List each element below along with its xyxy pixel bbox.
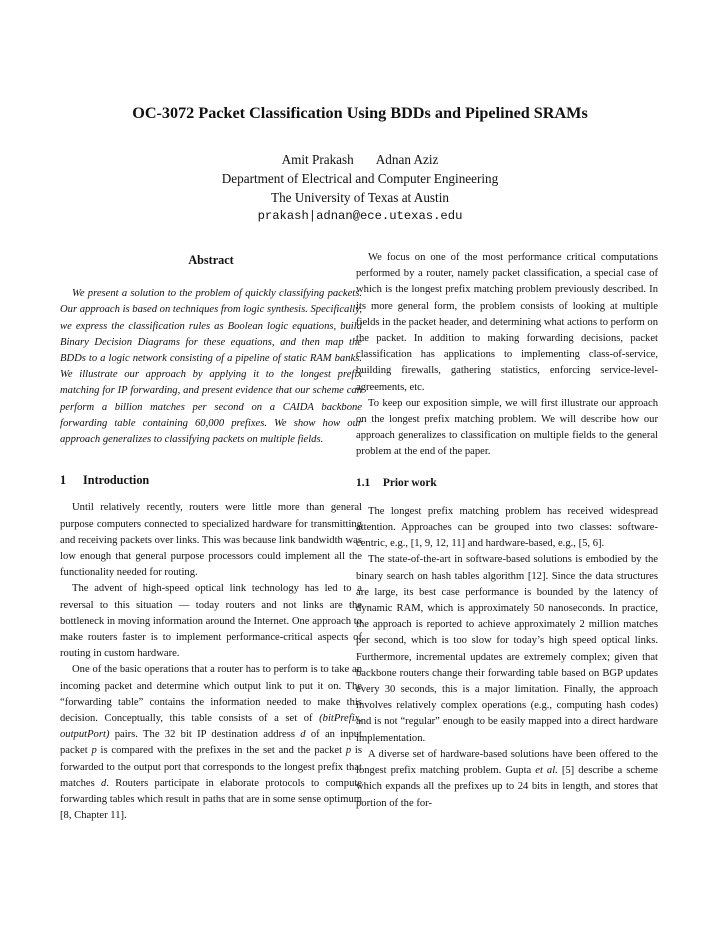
prior-work-paragraph-1: The longest prefix matching problem has received widespread attention. Approaches can be grouped into two classes: software-centric, e.g., [1, 9, 12, 11] and hardware-based, e.g., [5, 6]. xyxy=(356,505,658,550)
prior-work-paragraph-3 xyxy=(356,747,658,812)
text-run: [5] describe a scheme which expands all the prefixes up to 24 bits in length, and stores that portion of the for- xyxy=(356,765,658,809)
text-run: A diverse set of hardware-based solutions have been offered to the longest prefix matching problem. Gupta xyxy=(356,748,658,777)
author-name: Amit Prakash xyxy=(281,152,354,167)
math-variable: p xyxy=(91,745,97,757)
math-variable: d xyxy=(101,777,107,789)
text-run: is forwarded to the output port that corresponds to the longest prefix that matches xyxy=(60,745,363,789)
math-variable: d xyxy=(300,729,306,741)
author-name: Adnan Aziz xyxy=(375,152,439,167)
subsection-title: Prior work xyxy=(382,476,437,489)
section-number: 1 xyxy=(60,473,67,488)
introduction-heading xyxy=(60,472,362,488)
subsection-number: 1.1 xyxy=(356,476,371,489)
author-email: prakash|adnan@ece.utexas.edu xyxy=(257,209,463,223)
abstract-heading: Abstract xyxy=(188,253,234,267)
intro-paragraph-2: The advent of high-speed optical link technology has led to a reversal to this situation — today routers and not links are the bottleneck in moving information around the Internet. One approach to make routers faster is to implement performance-critical aspects of routing in custom hardware. xyxy=(60,583,362,660)
right-intro-paragraph-1: We focus on one of the most performance critical computations performed by a router, namely packet classification, a special case of which is the longest prefix matching problem previously described. In its more general form, the problem consists of looking at multiple fields in the packet header, and determining what actions to perform on the packet. In addition to making forwarding decisions, packet classification has applications to implementing class-of-service, building firewalls, gathering statistics, enforcing service-level-agreements, etc. xyxy=(356,252,658,393)
right-column xyxy=(356,250,658,812)
affiliation-university: The University of Texas at Austin xyxy=(271,190,449,205)
prior-work-heading xyxy=(356,475,658,491)
text-run-italic: et al. xyxy=(535,765,558,777)
intro-paragraph-3 xyxy=(60,662,362,824)
author-block xyxy=(0,150,720,226)
text-run-italic: (bitPrefix, outputPort) xyxy=(60,713,362,741)
right-intro-paragraph-2: To keep our exposition simple, we will first illustrate our approach on the longest prefix matching problem. We will describe how our approach generalizes to classification on multiple fields to the general problem at the end of the paper. xyxy=(356,397,658,458)
section-title: Introduction xyxy=(83,473,150,488)
intro-paragraph-1: Until relatively recently, routers were little more than general purpose computers connected to specialized hardware for transmitting and receiving packets over links. This was because link bandwidth was low enough that general purpose processors could implement all the functionality needed for routing. xyxy=(60,502,362,579)
text-run: pairs. The 32 bit IP destination address xyxy=(109,729,301,741)
text-run: of an input packet xyxy=(60,729,363,757)
left-column xyxy=(60,252,362,825)
affiliation-department: Department of Electrical and Computer Engineering xyxy=(221,171,499,186)
author-names xyxy=(0,150,720,169)
paper-title: OC-3072 Packet Classification Using BDDs and Pipelined SRAMs xyxy=(132,104,588,122)
abstract-text: We present a solution to the problem of quickly classifying packets. Our approach is based on techniques from logic synthesis. Specifically, we express the classification rules as Boolean logic equations, build Binary Decision Diagrams for these equations, and then map the BDDs to a logic network consisting of a pipeline of static RAM banks. We illustrate our approach by applying it to the longest prefix matching for IP forwarding, and present evidence that our scheme can perform a billion matches per second on a CAIDA backbone forwarding table containing 60,000 prefixes. We show how our approach generalizes to classifying packets on multiple fields. xyxy=(60,288,362,446)
math-variable: p xyxy=(345,745,352,757)
text-run: is compared with the prefixes in the set and the packet xyxy=(96,745,346,757)
prior-work-paragraph-2: The state-of-the-art in software-based solutions is embodied by the binary search on hash tables algorithm [12]. Since the data structures are large, its best case performance is bounded by the latency of dynamic RAM, which is approximately 50 nanoseconds. In practice, the approach is reported to achieve approximately 2 million matches per second, which is too slow for today’s high speed optical links. Furthermore, incremental updates are extremely complex; given that backbone routers change their forwarding table based on BGP updates every 30 seconds, this is a major limitation. Finally, the approach involves relatively complex operations (e.g., computing hash codes) and is not “regular” enough to be easily mapped into a direct hardware implementation. xyxy=(356,554,658,744)
text-run: One of the basic operations that a router has to perform is to take an incoming packet and determine which output link to put it on. The “forwarding table” contains the information needed to make this decision. Conceptually, this table consists of a set of xyxy=(60,664,362,725)
text-run: . Routers participate in elaborate protocols to compute forwarding tables which result in paths that are in some sense optimum [8, Chapter 11]. xyxy=(60,777,363,822)
